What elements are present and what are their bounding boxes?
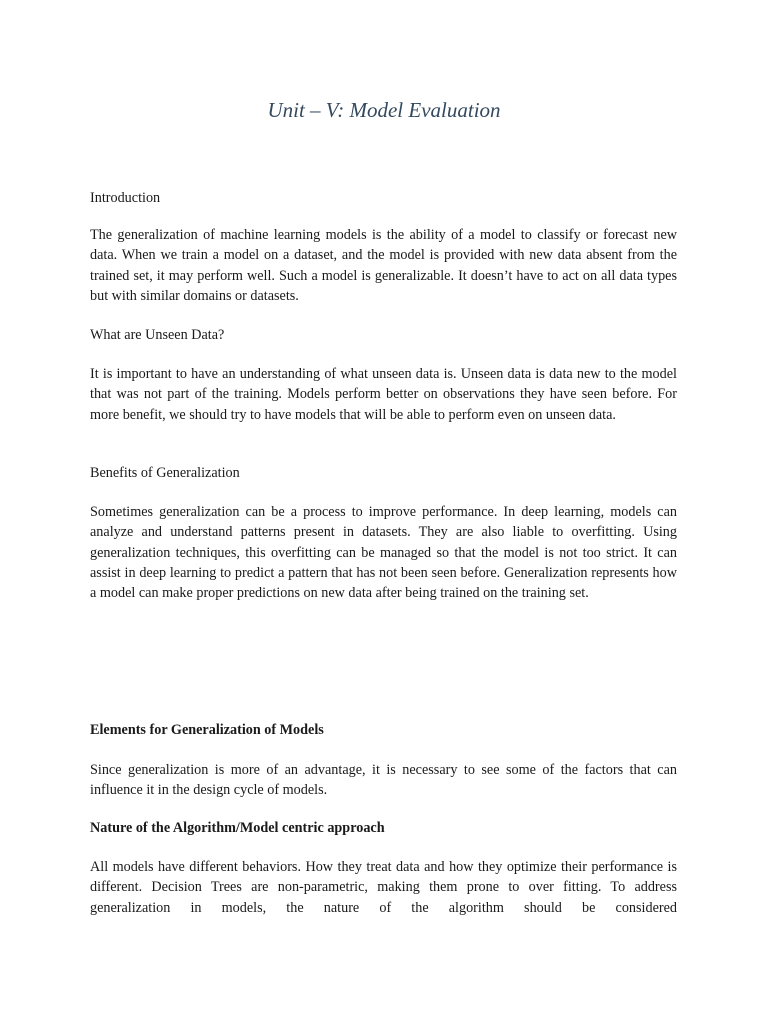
nature-paragraph: All models have different behaviors. How they treat data and how they optimize their performance is different. Decision Trees are non-parametric, making them prone to over fitting. To address generalization in models, the nature of the algorithm should be considered	[90, 859, 677, 916]
elements-heading: Elements for Generalization of Models	[90, 722, 324, 738]
nature-heading: Nature of the Algorithm/Model centric approach	[90, 820, 385, 836]
unseen-data-heading: What are Unseen Data?	[90, 327, 225, 343]
page-title: Unit – V: Model Evaluation	[267, 98, 501, 122]
unseen-data-paragraph: It is important to have an understanding of what unseen data is. Unseen data is data new to the model that was not part of the training. Models perform better on observations they have seen before. For more benefit, we should try to have models that will be able to perform even on unseen data.	[90, 366, 677, 423]
elements-paragraph: Since generalization is more of an advantage, it is necessary to see some of the factors that can influence it in the design cycle of models.	[90, 762, 677, 799]
intro-paragraph: The generalization of machine learning models is the ability of a model to classify or forecast new data. When we train a model on a dataset, and the model is provided with new data absent from the trained set, it may perform well. Such a model is generalizable. It doesn’t have to act on all data types but with similar domains or datasets.	[90, 227, 677, 304]
intro-heading: Introduction	[90, 190, 161, 206]
benefits-heading: Benefits of Generalization	[90, 465, 240, 481]
benefits-paragraph: Sometimes generalization can be a process to improve performance. In deep learning, models can analyze and understand patterns present in datasets. They are also liable to overfitting. Using generalization techniques, this overfitting can be managed so that the model is not too strict. It can assist in deep learning to predict a pattern that has not been seen before. Generalization represents how a model can make proper predictions on new data after being trained on the training set.	[90, 504, 677, 602]
